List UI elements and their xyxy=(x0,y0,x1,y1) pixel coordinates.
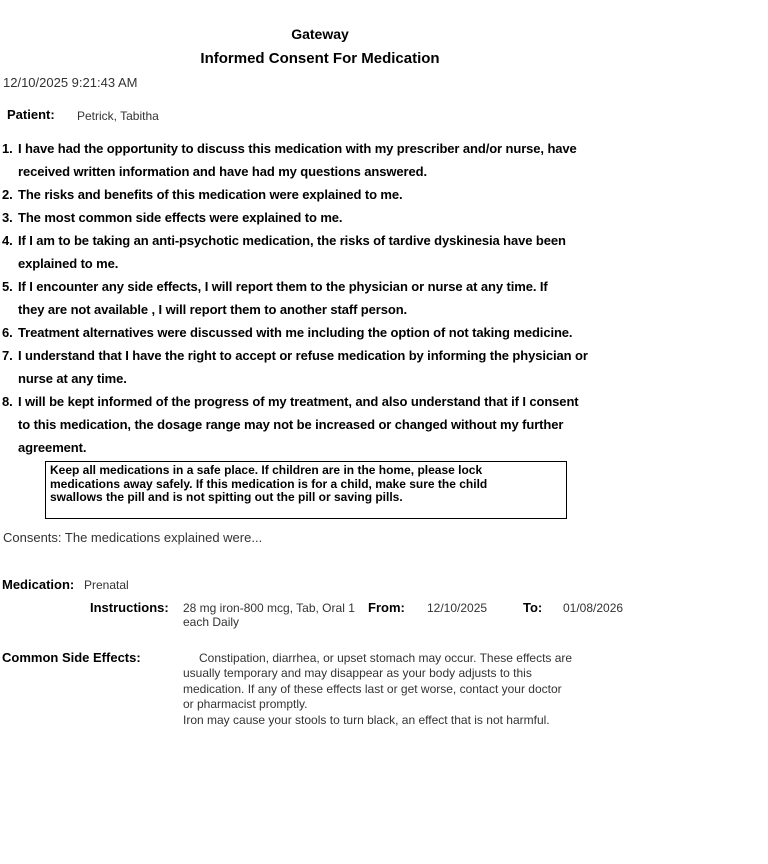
instructions-value xyxy=(183,601,355,629)
consent-item-continuation: agreement. xyxy=(18,440,87,455)
instructions-label: Instructions: xyxy=(90,600,169,615)
safety-notice-box xyxy=(45,461,567,519)
consent-item-number: 5. xyxy=(2,279,13,294)
consent-item: 5. If I encounter any side effects, I will report them to the physician or nurse at any time. If xyxy=(2,275,662,298)
consent-item: 1. I have had the opportunity to discuss this medication with my prescriber and/or nurse, have xyxy=(2,137,662,160)
medication-name: Prenatal xyxy=(84,578,129,592)
text-line: usually temporary and may disappear as your body adjusts to this xyxy=(183,666,532,681)
text-line: or pharmacist promptly. xyxy=(183,697,308,712)
consent-item-number: 1. xyxy=(2,141,13,156)
report-datetime: 12/10/2025 9:21:43 AM xyxy=(3,75,138,90)
text-line: Iron may cause your stools to turn black, an effect that is not harmful. xyxy=(183,712,550,727)
to-label: To: xyxy=(523,600,543,615)
consent-item-number: 2. xyxy=(2,187,13,202)
org-title: Gateway xyxy=(291,26,349,42)
from-label: From: xyxy=(368,600,405,615)
consent-item-number: 3. xyxy=(2,210,13,225)
text-line: medication. If any of these effects last or get worse, contact your doctor xyxy=(183,681,562,696)
consent-item-number: 8. xyxy=(2,394,13,409)
text-line: swallows the pill and is not spitting out the pill or saving pills. xyxy=(50,490,403,504)
consent-item-continuation: received written information and have had my questions answered. xyxy=(18,164,427,179)
consent-item: 6. Treatment alternatives were discussed with me including the option of not taking medicine. xyxy=(2,321,662,344)
text-line: each Daily xyxy=(183,615,240,629)
patient-name: Petrick, Tabitha xyxy=(77,109,159,123)
consent-item: 3. The most common side effects were explained to me. xyxy=(2,206,662,229)
text-line: medications away safely. If this medication is for a child, make sure the child xyxy=(50,476,488,491)
text-line: Constipation, diarrhea, or upset stomach may occur. These effects are xyxy=(199,651,573,665)
text-line: Keep all medications in a safe place. If children are in the home, please lock xyxy=(50,463,483,477)
from-date: 12/10/2025 xyxy=(427,601,488,615)
consent-item-number: 4. xyxy=(2,233,13,248)
form-title: Informed Consent For Medication xyxy=(200,50,440,67)
side-effects-text xyxy=(183,651,572,728)
consent-item: 7. I understand that I have the right to accept or refuse medication by informing the physician or xyxy=(2,344,662,367)
consent-item-continuation: they are not available , I will report them to another staff person. xyxy=(18,302,408,317)
to-date: 01/08/2026 xyxy=(563,601,624,615)
consent-item-continuation: to this medication, the dosage range may not be increased or changed without my further xyxy=(18,417,564,432)
consent-item-number: 7. xyxy=(2,348,13,363)
consent-item: 4. If I am to be taking an anti-psychotic medication, the risks of tardive dyskinesia have been xyxy=(2,229,662,252)
consent-item: 8. I will be kept informed of the progress of my treatment, and also understand that if I consent xyxy=(2,390,662,413)
consent-statement-list xyxy=(2,137,662,459)
consent-item-continuation: explained to me. xyxy=(18,256,119,271)
side-effects-label: Common Side Effects: xyxy=(2,650,141,665)
consents-summary-line: Consents: The medications explained were... xyxy=(3,530,263,545)
consent-item: 2. The risks and benefits of this medication were explained to me. xyxy=(2,183,662,206)
medication-label: Medication: xyxy=(2,577,75,592)
patient-label: Patient: xyxy=(7,107,55,122)
text-line: 28 mg iron-800 mcg, Tab, Oral 1 xyxy=(183,601,355,615)
consent-item-continuation: nurse at any time. xyxy=(18,371,127,386)
consent-item-number: 6. xyxy=(2,325,13,340)
